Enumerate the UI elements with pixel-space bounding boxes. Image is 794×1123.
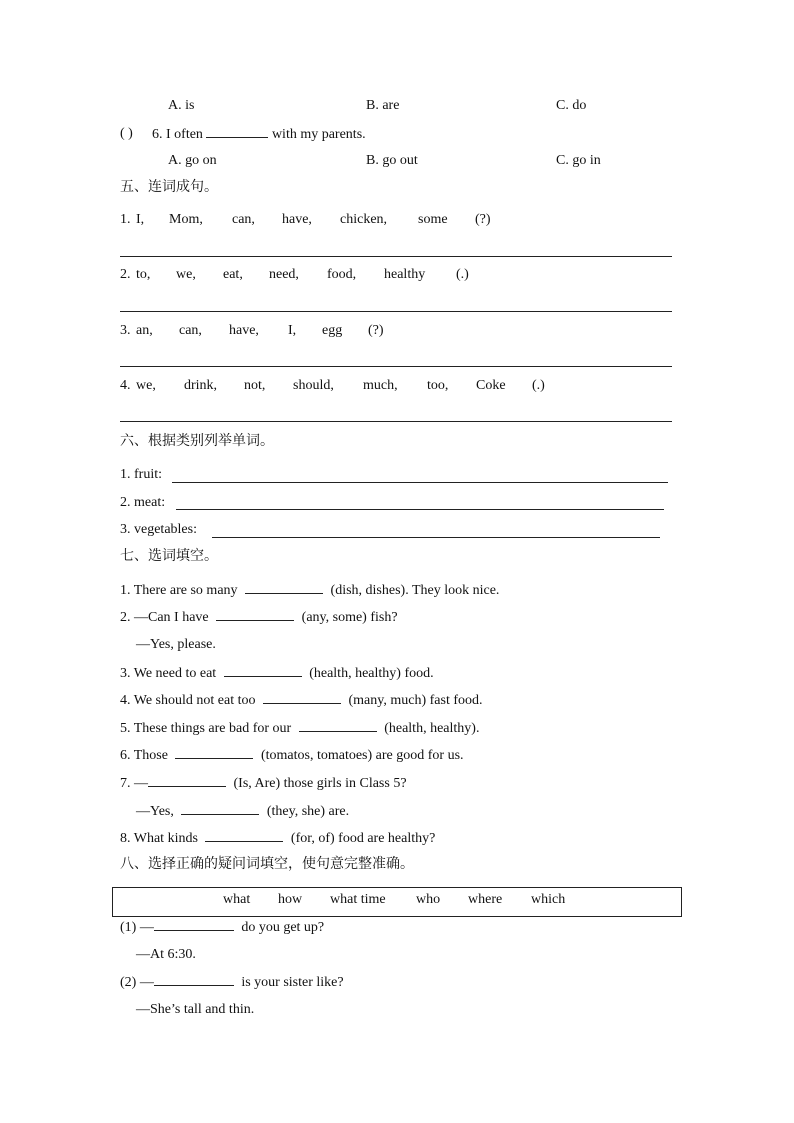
s5-word: much, xyxy=(363,378,398,393)
answer-blank[interactable] xyxy=(205,829,283,842)
s5-word: Mom, xyxy=(169,212,203,227)
s7-item-2 xyxy=(120,608,398,627)
s5-word: I, xyxy=(288,323,297,338)
s7-item-pre: 8. What kinds xyxy=(120,831,198,846)
s7-item-pre: 4. We should not eat too xyxy=(120,693,256,708)
s5-word: can, xyxy=(232,212,255,227)
s7-item-post: (for, of) food are healthy? xyxy=(290,831,436,846)
s7-item-3 xyxy=(120,664,434,683)
s7-item-7 xyxy=(120,774,407,793)
s7-item-8 xyxy=(120,829,435,848)
s5-word: have, xyxy=(229,323,259,338)
q6-option-b: B. go out xyxy=(366,153,418,168)
s7-item-7-answer xyxy=(136,802,349,821)
s8-item-2 xyxy=(120,973,344,992)
section-6-title: 六、根据类别列举单词。 xyxy=(120,433,274,449)
s7-item-post: (any, some) fish? xyxy=(301,610,398,625)
s7-item-post: (health, healthy) food. xyxy=(309,666,434,681)
answer-blank[interactable] xyxy=(245,581,323,594)
s7-item-pre: 1. There are so many xyxy=(120,583,238,598)
s7-item-post: (dish, dishes). They look nice. xyxy=(330,583,500,598)
s7-item-pre: 3. We need to eat xyxy=(120,666,217,681)
s5-word: food, xyxy=(327,267,357,282)
answer-blank[interactable] xyxy=(206,125,268,138)
s5-word: eat, xyxy=(223,267,243,282)
answer-line[interactable] xyxy=(120,366,672,367)
answer-line[interactable] xyxy=(120,256,672,257)
s5-word: healthy xyxy=(384,267,426,282)
word-box-item: who xyxy=(416,892,441,907)
s5-word: (?) xyxy=(475,212,491,227)
s5-item-number: 4. xyxy=(120,378,131,393)
s8-item-1-answer: —At 6:30. xyxy=(136,947,196,962)
s7-item-post: (Is, Are) those girls in Class 5? xyxy=(233,776,407,791)
s7-item-post: (many, much) fast food. xyxy=(348,693,483,708)
s6-label-vegetables: 3. vegetables: xyxy=(120,522,197,537)
s7-item-6 xyxy=(120,746,464,765)
q5-option-b: B. are xyxy=(366,98,400,113)
answer-blank[interactable] xyxy=(263,691,341,704)
s5-item-number: 1. xyxy=(120,212,131,227)
s7-item-post: (tomatos, tomatoes) are good for us. xyxy=(260,748,464,763)
s5-word: to, xyxy=(136,267,151,282)
section-5-title: 五、连词成句。 xyxy=(120,179,218,195)
s8-item-post: do you get up? xyxy=(241,920,325,935)
s5-word: can, xyxy=(179,323,202,338)
word-box-item: where xyxy=(468,892,503,907)
s5-word: not, xyxy=(244,378,266,393)
s5-word: an, xyxy=(136,323,153,338)
answer-blank[interactable] xyxy=(154,973,234,986)
s7-item-pre: 6. Those xyxy=(120,748,168,763)
q6-option-a: A. go on xyxy=(168,153,217,168)
answer-line[interactable] xyxy=(120,311,672,312)
s8-item-2-answer: —She’s tall and thin. xyxy=(136,1002,255,1017)
s5-item-number: 3. xyxy=(120,323,131,338)
s7-item-pre: 7. — xyxy=(120,776,148,791)
q5-option-c: C. do xyxy=(556,98,587,113)
word-box-item: which xyxy=(531,892,566,907)
s7-item-4 xyxy=(120,691,483,710)
q6-answer-paren: ( ) xyxy=(120,126,133,141)
section-7-title: 七、选词填空。 xyxy=(120,548,218,564)
s7-item-pre: 5. These things are bad for our xyxy=(120,721,292,736)
s8-item-pre: (1) — xyxy=(120,920,154,935)
answer-blank[interactable] xyxy=(224,664,302,677)
word-box-item: what time xyxy=(330,892,386,907)
answer-blank[interactable] xyxy=(148,774,226,787)
s8-item-post: is your sister like? xyxy=(241,975,344,990)
s8-item-1 xyxy=(120,918,324,937)
word-box-item: how xyxy=(278,892,303,907)
s5-word: (.) xyxy=(456,267,469,282)
q6-question xyxy=(152,125,366,144)
answer-line[interactable] xyxy=(120,421,672,422)
s7-item-post: (health, healthy). xyxy=(384,721,480,736)
q6-question-pre: 6. I often xyxy=(152,127,203,142)
s5-word: chicken, xyxy=(340,212,388,227)
section-8-title: 八、选择正确的疑问词填空，使句意完整准确。 xyxy=(120,856,414,872)
answer-blank[interactable] xyxy=(175,746,253,759)
answer-blank[interactable] xyxy=(181,802,259,815)
s5-item-number: 2. xyxy=(120,267,131,282)
s8-item-pre: (2) — xyxy=(120,975,154,990)
s7-item-pre: 2. —Can I have xyxy=(120,610,209,625)
s7-item-5 xyxy=(120,719,479,738)
s5-word: we, xyxy=(136,378,156,393)
s7-item-2-answer: —Yes, please. xyxy=(136,637,216,652)
s5-word: Coke xyxy=(476,378,506,393)
s7-item-post: (they, she) are. xyxy=(266,804,350,819)
s5-word: I, xyxy=(136,212,145,227)
s5-word: we, xyxy=(176,267,196,282)
s5-word: too, xyxy=(427,378,449,393)
q6-question-post: with my parents. xyxy=(271,127,366,142)
answer-blank[interactable] xyxy=(216,608,294,621)
answer-line[interactable] xyxy=(172,482,668,483)
word-box xyxy=(112,887,682,917)
answer-line[interactable] xyxy=(212,537,660,538)
s7-item-pre: —Yes, xyxy=(136,804,174,819)
s5-word: (?) xyxy=(368,323,384,338)
s5-word: (.) xyxy=(532,378,545,393)
q5-option-a: A. is xyxy=(168,98,195,113)
s7-item-1 xyxy=(120,581,499,600)
answer-blank[interactable] xyxy=(154,918,234,931)
s5-word: have, xyxy=(282,212,312,227)
s5-word: some xyxy=(418,212,448,227)
s6-label-fruit: 1. fruit: xyxy=(120,467,162,482)
s6-label-meat: 2. meat: xyxy=(120,495,166,510)
word-box-item: what xyxy=(223,892,251,907)
s5-word: need, xyxy=(269,267,299,282)
answer-line[interactable] xyxy=(176,509,664,510)
q6-option-c: C. go in xyxy=(556,153,601,168)
s5-word: egg xyxy=(322,323,343,338)
s5-word: should, xyxy=(293,378,334,393)
s5-word: drink, xyxy=(184,378,218,393)
answer-blank[interactable] xyxy=(299,719,377,732)
